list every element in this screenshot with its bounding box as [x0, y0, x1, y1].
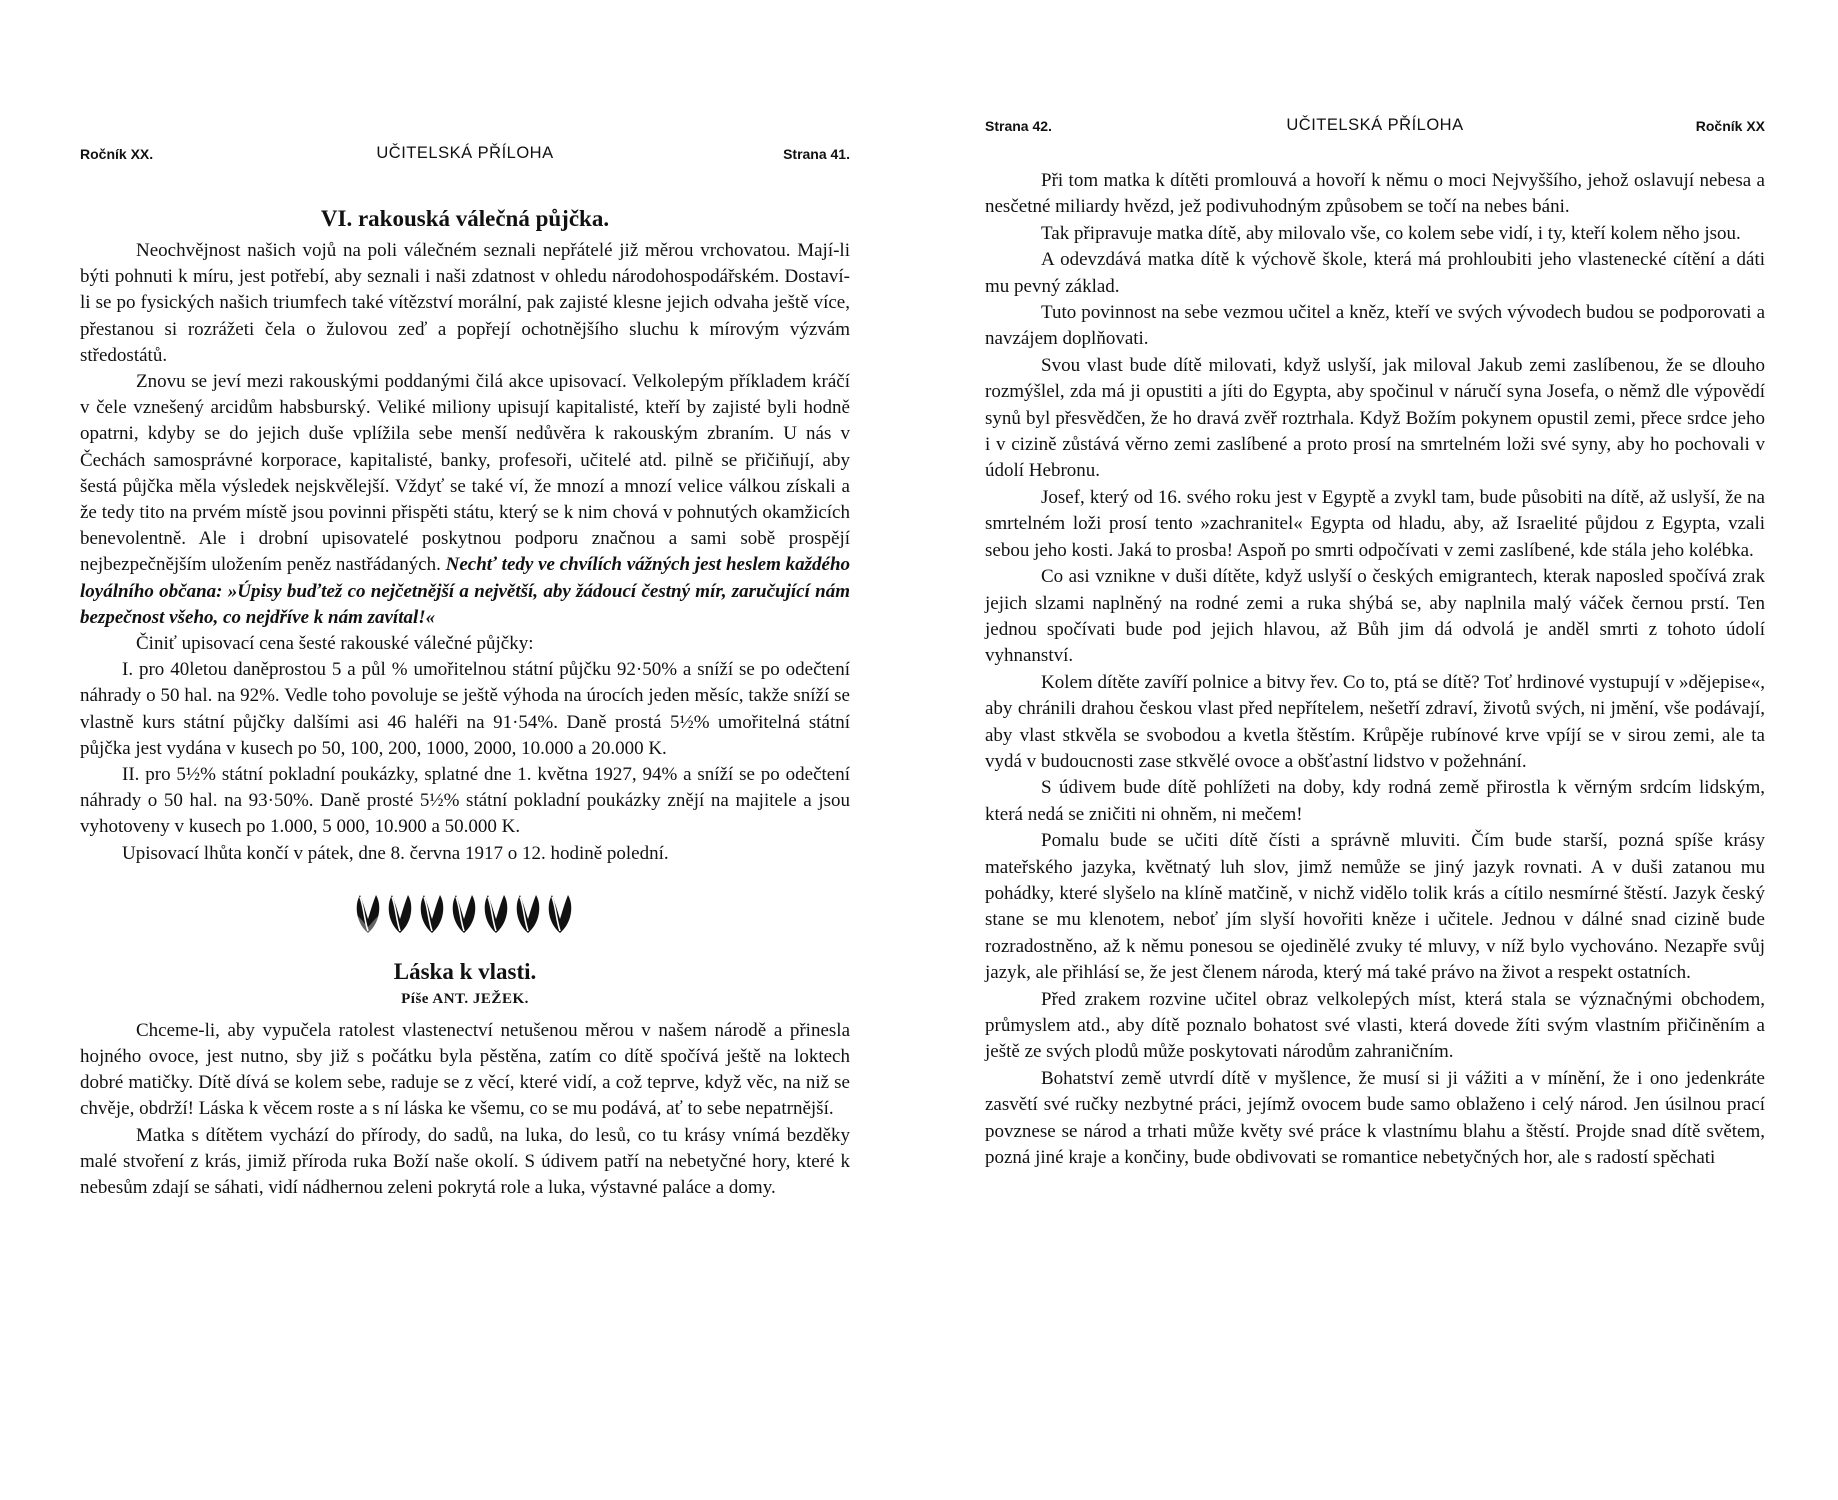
condition-item-1: I. pro 40letou daněprostou 5 a půl % umořitelnou státní půjčku 92·50% a sníží se po odečtení náhrady o 50 hal. na 92%. Vedle toho povoluje se ještě výhoda na úrocích jeden měsíc, takže sníží se vlastně kurs státní půjčky dalšími asi 46 haléři na 91·54%. Daně prostá 5½% umořitelná státní půjčka jest vydána v kusech po 50, 100, 200, 1000, 2000, 10.000 a 20.000 K.: [80, 659, 850, 759]
article-title-war-loan: VI. rakouská válečná půjčka.: [320, 206, 610, 231]
left-page-content: [80, 204, 850, 1201]
paragraph: Pomalu bude se učiti dítě čísti a správně mluviti. Čím bude starší, pozná spíše krásy mateřského jazyka, květnatý luh slov, jimž nemůže se jiný jazyk rovnati. A v duši zatanou mu pohádky, které slyšelo na klíně matčině, v nichž vidělo tolik krás a cítilo nesmírné štěstí. Jazyk český stane se mu klenotem, neboť jím slyší hovořiti kněze i učitele. Jednou v dálné snad cizině bude rozradostněno, až k němu ponesou se ojedinělé zvuky té mluvy, v níž bylo vychováno. Nezapře svůj jazyk, ale přihlásí se, že jest členem národa, který má také právo na život a respekt ostatních.: [985, 830, 1765, 984]
paragraph: Tak připravuje matka dítě, aby milovalo vše, co kolem sebe vidí, i ty, kteří kolem něho jsou.: [1041, 222, 1741, 244]
ornament-divider-icon: [80, 891, 850, 939]
right-header-page-number: Strana 42.: [985, 118, 1052, 134]
right-running-head: [985, 116, 1765, 140]
paragraph: Kolem dítěte zavíří polnice a bitvy řev. Co to, ptá se dítě? Toť hrdinové vystupují v »dějepise«, aby chránili drahou českou vlast před nepřítelem, nešetří zdraví, životů svých, ni jmění, vše podávají, aby vlast stkvěla se svobodou a kvetla štěstím. Krůpěje rubínové krve vpíjí se v sirou zemi, ale ta vydá v budoucnosti zase stkvělé ovoce a obšťastní lidstvo v požehnání.: [985, 671, 1765, 772]
right-header-title: UČITELSKÁ PŘÍLOHA: [1286, 116, 1464, 134]
paragraph: Chceme-li, aby vypučela ratolest vlastenectví netušenou měrou v našem národě a přinesla hojného ovoce, jest nutno, sby již s počátku byla pěstěna, zatím co dítě spočívá ještě na loktech dobré matičky. Dítě dívá se kolem sebe, raduje se z věcí, které vidí, a což teprve, když věc, na niž se chvěje, obdrží! Láska k věcem roste a s ní láska ke všemu, co se mu podává, ať to sebe nepatrnější.: [80, 1019, 850, 1120]
conditions-intro: Činiť upisovací cena šesté rakouské válečné půjčky:: [136, 633, 534, 655]
left-running-head: [80, 144, 850, 168]
article-author: Píše ANT. JEŽEK.: [401, 990, 529, 1007]
paragraph: Tuto povinnost na sebe vezmou učitel a kněz, kteří ve svých vývodech budou se podporovati a navzájem doplňovati.: [985, 302, 1765, 350]
paragraph: Před zrakem rozvine učitel obraz velkolepých míst, která stala se význačnými obchodem, průmyslem atd., aby dítě poznalo bohatost své vlasti, která dovede žíti svým vlastním přičiněním a ještě ze svých plodů může poskytovati národům zahraničním.: [985, 988, 1765, 1063]
deadline-text: Upisovací lhůta končí v pátek, dne 8. června 1917 o 12. hodině polední.: [122, 842, 669, 864]
right-header-volume: Ročník XX: [1695, 118, 1765, 134]
paragraph: Matka s dítětem vychází do přírody, do sadů, na luka, do lesů, co tu krásy vnímá bezděky malé stvoření z krás, jimiž příroda ruka Boží naše okolí. S údivem patří na nebetyčné hory, které k nebesům zdají se sáhati, vidí nádhernou zeleni pokrytá role a luka, výstavné paláce a domy.: [80, 1124, 850, 1199]
paragraph: Při tom matka k dítěti promlouvá a hovoří k němu o moci Nejvyššího, jehož oslavují nebesa a nesčetné miliardy hvězd, jež podivuhodným způsobem se točí na nebes báni.: [985, 170, 1765, 218]
paragraph: Svou vlast bude dítě milovati, když uslyší, jak miloval Jakub zemi zaslíbenou, že se dlouho rozmýšlel, zda má ji opustiti a jíti do Egypta, aby spočinul v náručí syna Josefa, o němž dle výpovědí synů byl přesvědčen, že ho dravá zvěř roztrhala. Když Božím pokynem opustil zemi, přece srdce jeho i v cizině zůstává věrno zemi zaslíbené a proto prosí na smrtelném loži své syny, aby ho pochovali v údolí Hebronu.: [985, 354, 1765, 482]
left-header-volume: Ročník XX.: [80, 146, 154, 162]
paragraph-text: Znovu se jeví mezi rakouskými poddanými čilá akce upisovací. Velkolepým příkladem kráčí v čele vznešený arcidům habsburský. Veliké miliony upisují kapitalisté, kteří by zajisté byli hodně opatrni, kdyby se do jejich duše vplížila sebe menší nedůvěra k rakouským zbraním. U nás v Čechách samosprávné korporace, kapitalisté, banky, profesoři, učitelé atd. pilně se přičiňují, aby šestá půjčka měla výsledek nejskvělejší. Vždyť se také ví, že mnozí a mnozí velice válkou získali a že tedy tito na prvém místě jsou povinni přispěti státu, který se k nim chová v pohnutých okamžicích benevolentně. Ale i drobní upisovatelé poskytnou podporu značnou a sami sobě prospějí nejbezpečnějším uložením peněz nastřádaných.: [80, 371, 850, 576]
right-page-content: [985, 168, 1765, 1171]
paragraph: [80, 369, 850, 631]
italic-quote: Nechť tedy ve chvílích vážných jest heslem každého loyálního občana: »Úpisy buďtež co nejčetnější a největší, aby žádoucí čestný mír, zaručující nám bezpečnost všeho, co nejdříve k nám zavítal!«: [80, 554, 851, 628]
left-header-title: UČITELSKÁ PŘÍLOHA: [376, 144, 554, 162]
paragraph: Bohatství země utvrdí dítě v myšlence, že musí si ji vážiti a v mínění, že i ono jedenkráte zasvětí své ručky nezbytné práci, jejímž ovocem bude samo oblaženo i celý národ. Jen úsilnou prací povznese se národ a trhati může květy své práce k vlastnímu blahu a štěstí. Projde snad dítě světem, pozná jiné kraje a končiny, bude obdivovati se romantice nebetyčných hor, ale s radostí spěchati: [985, 1067, 1765, 1169]
paragraph: Josef, který od 16. svého roku jest v Egyptě a zvykl tam, bude působiti na dítě, až uslyší, že na smrtelném loži prosí tento »zachranitel« Egypta od hladu, aby, až Israelité půjdou z Egypta, vzali sebou jeho kosti. Jaká to prosba! Aspoň po smrti odpočívati v zemi zaslíbené, kde stála jeho kolébka.: [985, 486, 1765, 561]
paragraph: Neochvějnost našich vojů na poli válečném seznali nepřátelé již měrou vrchovatou. Mají-li býti pohnuti k míru, jest potřebí, aby seznali i naši zdatnost v ohledu národohospodářském. Dostaví-li se po fysických našich triumfech také vítězství morální, pak zajisté klesne jejich odvaha ještě více, přestanou si rozrážeti čela o žulovou zeď a popřejí ochotnějšího sluchu k mírovým výzvám středostátů.: [80, 240, 850, 366]
condition-item-2: II. pro 5½% státní pokladní poukázky, splatné dne 1. května 1927, 94% a sníží se po odečtení náhrady o 50 hal. na 93·50%. Daně prosté 5½% státní pokladní poukázky znějí na majitele a jsou vyhotoveny v kusech po 1.000, 5 000, 10.900 a 50.000 K.: [80, 764, 850, 838]
paragraph: Co asi vznikne v duši dítěte, když uslyší o českých emigrantech, kterak naposled spočívá zrak jejich slzami naplněný na rodné zemi a ruka shýbá se, aby naplnila malý váček černou prstí. Ten jednou spočívati bude pod jejich hlavou, až Bůh jim dá odvolá je anděl smrti z tohoto údolí vyhnanství.: [985, 566, 1765, 667]
paragraph: A odevzdává matka dítě k výchově škole, která má prohloubiti jeho vlastenecké cítění a dáti mu pevný základ.: [985, 249, 1765, 297]
left-header-page-number: Strana 41.: [783, 146, 850, 162]
article-title-love-of-homeland: Láska k vlasti.: [393, 958, 537, 984]
paragraph: S údivem bude dítě pohlížeti na doby, kdy rodná země přirostla k věrným srdcím lidským, která nedá se zničiti ni ohněm, ni mečem!: [985, 777, 1765, 825]
